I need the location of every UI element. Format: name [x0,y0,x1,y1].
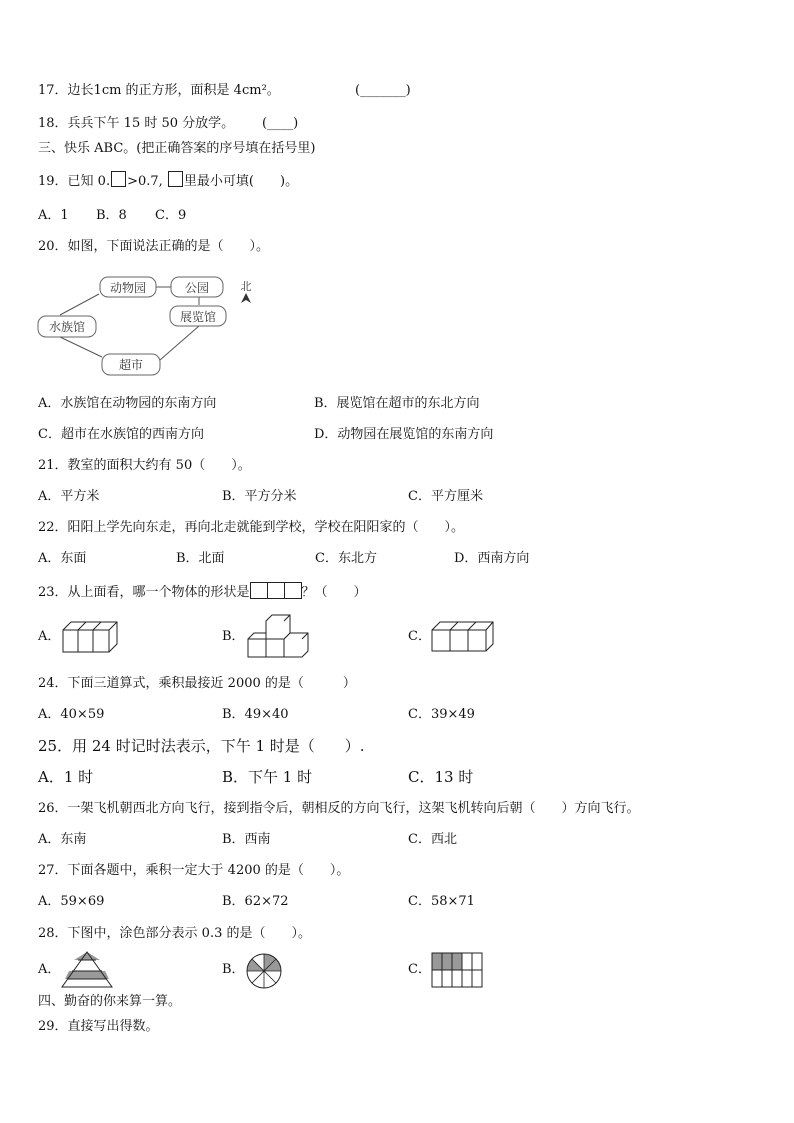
q22-option-a[interactable]: A．东面 [38,551,87,566]
q20-option-d[interactable]: D．动物园在展览馆的东南方向 [314,427,494,442]
q19-option-b[interactable]: B．8 [96,208,127,223]
q21-option-c[interactable]: C．平方厘米 [408,489,483,504]
digit-box [168,171,183,187]
question-17-text: 17．边长1cm 的正方形，面积是 4cm²。 [38,83,280,98]
q27-option-a[interactable]: A．59×69 [38,894,105,909]
question-18-answer-blank[interactable]: (____) [262,116,299,131]
section-4-heading: 四、勤奋的你来算一算。 [38,994,182,1009]
shaded-circle-icon [244,951,284,991]
question-21: 21．教室的面积大约有 50（ ）。 [38,458,251,473]
map-label-park: 公园 [184,281,210,295]
north-arrow-icon [241,293,251,303]
question-19-post: 里最小可填( )。 [183,174,299,189]
question-25: 25．用 24 时记时法表示，下午 1 时是（ ）. [38,737,365,755]
shaded-triangle-icon [60,950,114,990]
digit-box [111,171,126,187]
q23-option-a[interactable]: A． [38,629,61,644]
q23-option-c[interactable]: C． [408,629,431,644]
q25-option-a[interactable]: A．1 时 [38,768,94,786]
map-label-exhibition: 展览馆 [179,310,217,324]
question-19-pre: 19．已知 0. [38,174,111,189]
q22-option-c[interactable]: C．东北方 [315,551,377,566]
question-20: 20．如图，下面说法正确的是（ ）。 [38,239,270,254]
question-24: 24．下面三道算式，乘积最接近 2000 的是（ ） [38,676,356,691]
question-23-post: ？（ ） [301,585,367,600]
map-label-market: 超市 [118,358,144,372]
q25-option-c[interactable]: C．13 时 [408,768,474,786]
map-path [60,337,102,357]
q24-option-c[interactable]: C．39×49 [408,707,475,722]
question-17-answer-blank[interactable]: (_______) [355,83,411,98]
q28-option-b[interactable]: B． [222,962,245,977]
question-27: 27．下面各题中，乘积一定大于 4200 的是（ ）。 [38,863,350,878]
question-17 [38,82,280,100]
q24-option-b[interactable]: B．49×40 [222,707,289,722]
question-18-text: 18．兵兵下午 15 时 50 分放学。 [38,116,235,131]
q21-option-b[interactable]: B．平方分米 [222,489,297,504]
q27-option-c[interactable]: C．58×71 [408,894,475,909]
q27-option-b[interactable]: B．62×72 [222,894,289,909]
cube-stack-a-icon [62,618,120,654]
q22-option-d[interactable]: D．西南方向 [454,551,530,566]
top-view-shape [251,582,302,605]
question-19 [38,171,298,191]
question-22: 22．阳阳上学先向东走，再向北走就能到学校，学校在阳阳家的（ ）。 [38,520,465,535]
location-map-figure [36,272,266,380]
question-18 [38,115,234,133]
map-path [60,294,99,315]
q26-option-a[interactable]: A．东南 [38,832,87,847]
q28-option-a[interactable]: A． [38,962,61,977]
q19-option-c[interactable]: C．9 [155,208,187,223]
q20-option-b[interactable]: B．展览馆在超市的东北方向 [314,396,480,411]
question-23 [38,582,367,605]
section-3-heading: 三、快乐 ABC。(把正确答案的序号填在括号里) [38,141,316,156]
question-29: 29．直接写出得数。 [38,1019,159,1034]
shaded-grid-icon [430,951,486,989]
question-28: 28．下图中，涂色部分表示 0.3 的是（ ）。 [38,926,311,941]
q26-option-b[interactable]: B．西南 [222,832,271,847]
cube-stack-b-icon [245,614,309,660]
q25-option-b[interactable]: B．下午 1 时 [222,768,313,786]
question-19-mid: >0.7, [127,174,163,189]
q20-option-c[interactable]: C．超市在水族馆的西南方向 [38,427,204,442]
q28-option-c[interactable]: C． [408,962,431,977]
q19-option-a[interactable]: A．1 [38,208,69,223]
q26-option-c[interactable]: C．西北 [408,832,457,847]
q23-option-b[interactable]: B． [222,629,245,644]
map-label-aquarium: 水族馆 [48,320,86,334]
question-23-pre: 23．从上面看，哪一个物体的形状是 [38,585,250,600]
cube-stack-c-icon [431,618,495,654]
q22-option-b[interactable]: B．北面 [176,551,225,566]
map-path [160,326,199,360]
q24-option-a[interactable]: A．40×59 [38,707,105,722]
question-26: 26．一架飞机朝西北方向飞行，接到指令后，朝相反的方向飞行，这架飞机转向后朝（ ）方向飞行。 [38,801,640,816]
map-label-zoo: 动物园 [109,281,147,295]
q20-option-a[interactable]: A．水族馆在动物园的东南方向 [38,396,217,411]
q21-option-a[interactable]: A．平方米 [38,489,100,504]
north-label: 北 [240,280,252,293]
